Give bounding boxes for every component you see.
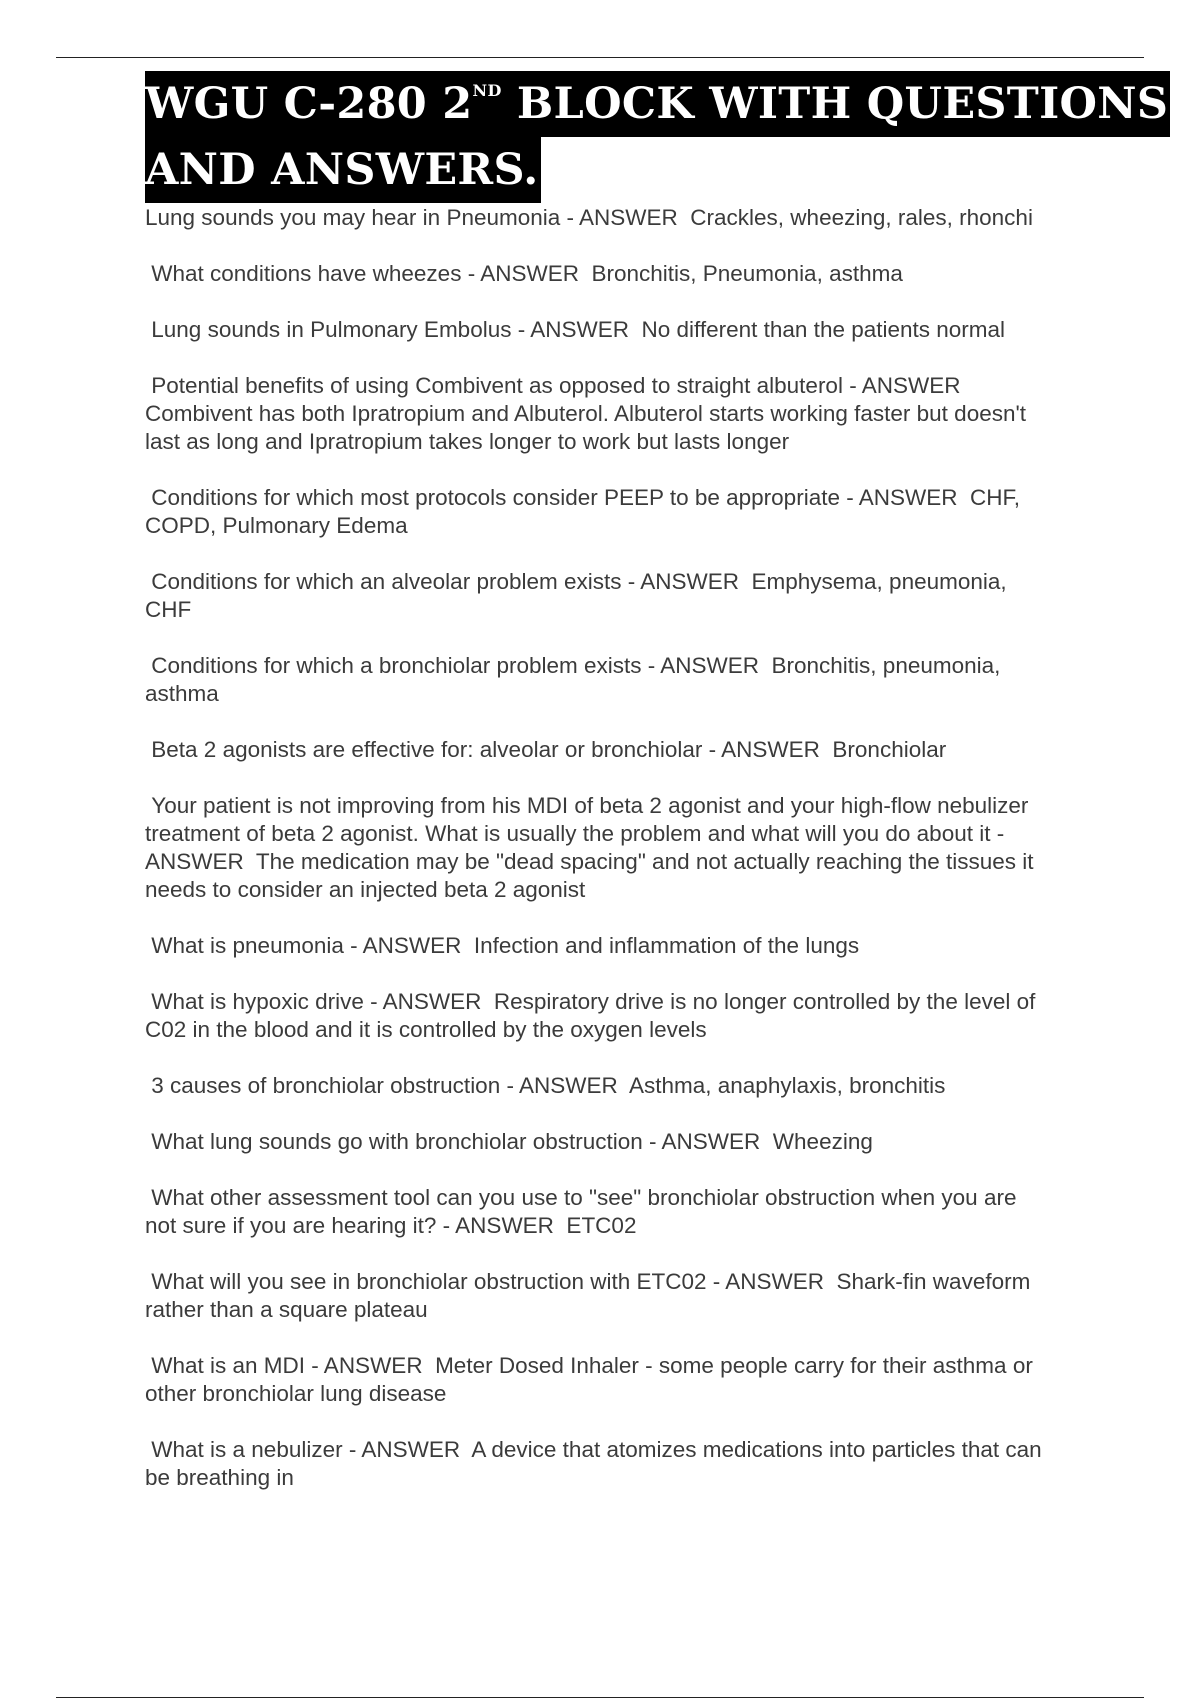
qa-item: What lung sounds go with bronchiolar obstruction - ANSWER Wheezing [145,1129,873,1154]
qa-item: 3 causes of bronchiolar obstruction - ANSWER Asthma, anaphylaxis, bronchitis [145,1073,946,1098]
qa-item: What conditions have wheezes - ANSWER Bronchitis, Pneumonia, asthma [145,261,903,286]
qa-item: What will you see in bronchiolar obstruction with ETC02 - ANSWER Shark-fin waveform rather than a square plateau [145,1269,1037,1322]
title-line-1 [145,71,1170,137]
qa-item: What other assessment tool can you use to "see" bronchiolar obstruction when you are not sure if you are hearing it? - ANSWER ETC02 [145,1185,1023,1238]
qa-item: Lung sounds in Pulmonary Embolus - ANSWER No different than the patients normal [145,317,1006,342]
qa-item: Beta 2 agonists are effective for: alveolar or bronchiolar - ANSWER Bronchiolar [145,737,947,762]
title-superscript: ND [472,81,502,100]
top-rule [56,57,1144,58]
qa-list [145,204,1048,1492]
qa-item: What is a nebulizer - ANSWER A device that atomizes medications into particles that can be breathing in [145,1437,1048,1490]
title-line-2: AND ANSWERS. [145,137,541,203]
qa-item: What is hypoxic drive - ANSWER Respiratory drive is no longer controlled by the level of C02 in the blood and it is controlled by the oxygen levels [145,989,1042,1042]
qa-item: Lung sounds you may hear in Pneumonia - ANSWER Crackles, wheezing, rales, rhonchi [145,205,1033,230]
qa-item: Conditions for which an alveolar problem exists - ANSWER Emphysema, pneumonia, CHF [145,569,1013,622]
qa-item: Potential benefits of using Combivent as opposed to straight albuterol - ANSWER Combivent has both Ipratropium and Albuterol. Albuterol starts working faster but doesn't last as long and Ipratropium takes longer to work but lasts longer [145,373,1033,454]
document-body [145,71,1169,1520]
qa-item: Conditions for which a bronchiolar problem exists - ANSWER Bronchitis, pneumonia, asthma [145,653,1007,706]
document-title [145,71,1169,203]
qa-item: What is an MDI - ANSWER Meter Dosed Inhaler - some people carry for their asthma or other bronchiolar lung disease [145,1353,1040,1406]
qa-item: Conditions for which most protocols consider PEEP to be appropriate - ANSWER CHF, COPD, Pulmonary Edema [145,485,1027,538]
bottom-rule [56,1697,1144,1698]
qa-item: What is pneumonia - ANSWER Infection and inflammation of the lungs [145,933,860,958]
title-text-part-1: WGU C-280 2 [145,79,473,129]
qa-item: Your patient is not improving from his MDI of beta 2 agonist and your high-flow nebulizer treatment of beta 2 agonist. What is usually the problem and what will you do about it - ANSWER The medication may be "dead spacing" and not actually reaching the tissues it needs to consider an injected beta 2 agonist [145,793,1040,902]
title-text-part-2: BLOCK WITH QUESTIONS [501,79,1169,129]
